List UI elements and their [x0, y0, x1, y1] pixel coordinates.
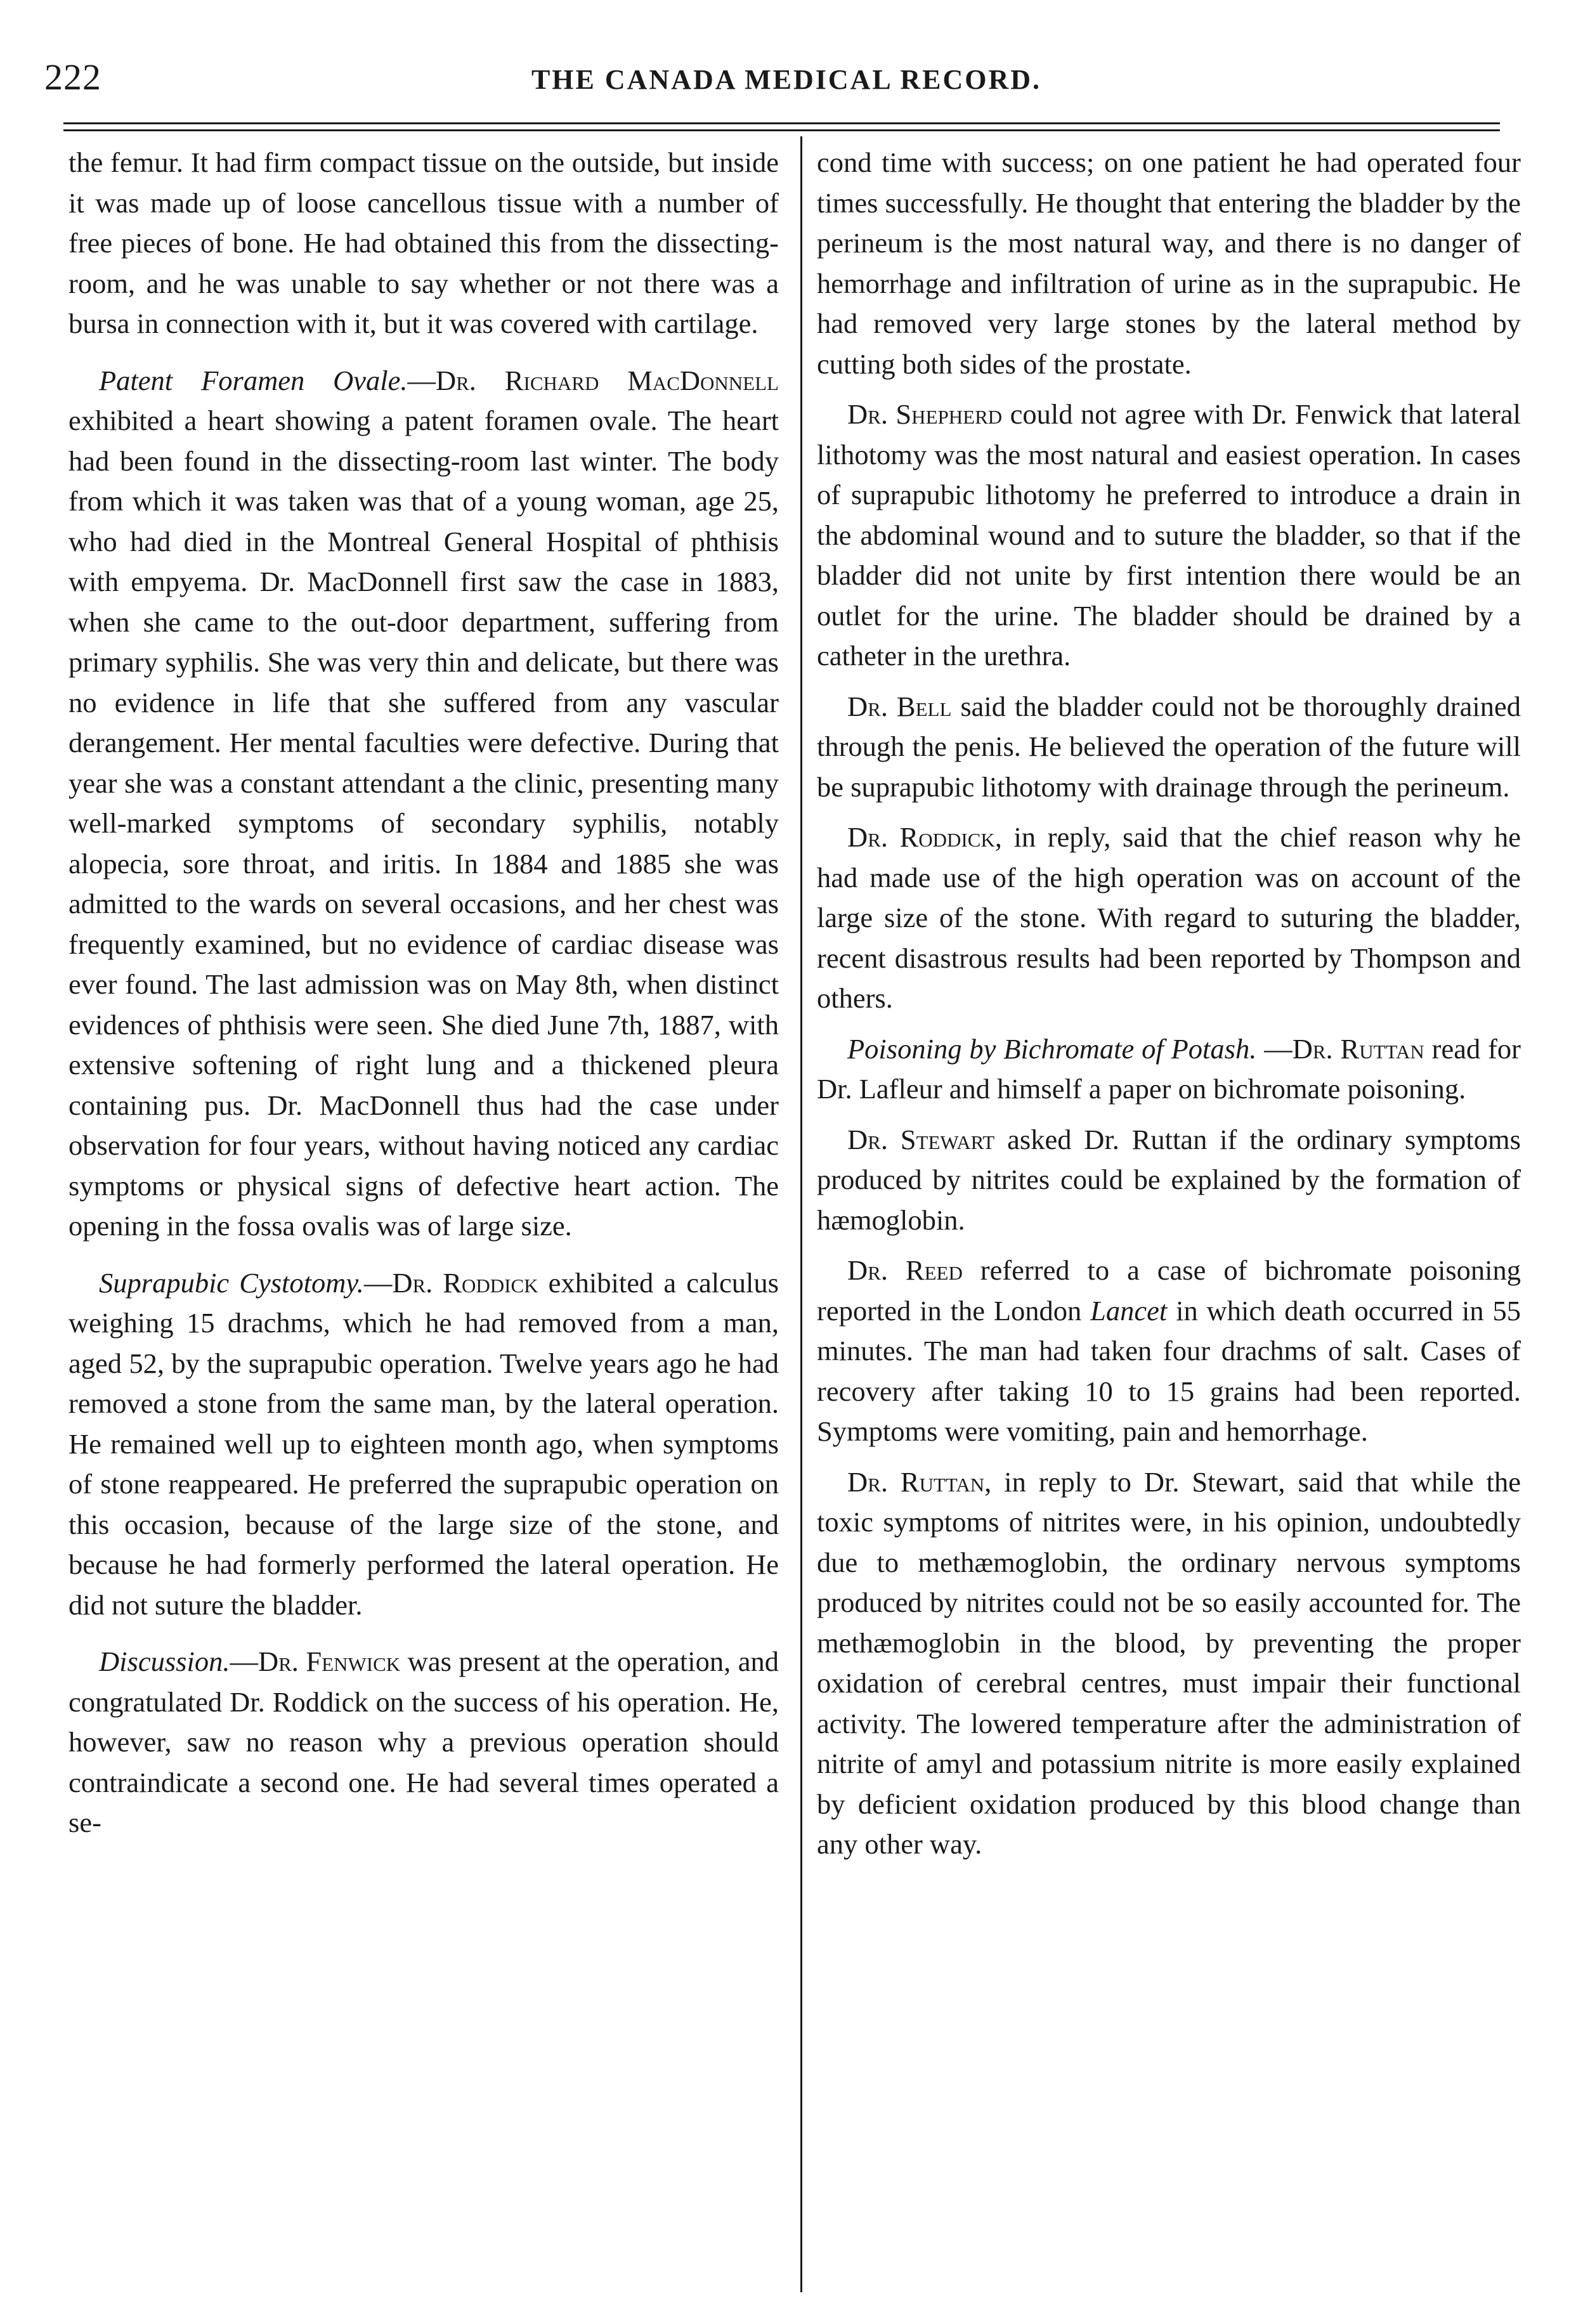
- left-column: [68, 143, 779, 1843]
- paragraph-text: asked Dr. Ruttan if the ordinary symptoms produced by nitrites could be explained by the formation of hæmoglobin.: [817, 1123, 1521, 1236]
- header-rule-top: [63, 122, 1500, 124]
- speaker-name: Dr. Ruttan: [847, 1465, 985, 1498]
- speaker-name: Dr. Shepherd: [847, 398, 1003, 430]
- paragraph-roddick-reply: [817, 817, 1521, 1019]
- paragraph-femur-continuation: the femur. It had firm compact tissue on the outside, but inside it was made up of loose cancellous tissue with a number of free pieces of bone. He had obtained this from the dissecting-room, and he was unable to say whether or not there was a bursa in connection with it, but it was covered with cartilage.: [68, 146, 779, 339]
- speaker-name: Dr. Reed: [847, 1254, 963, 1286]
- paragraph-shepherd: [817, 394, 1521, 677]
- section-heading: Discussion.: [99, 1646, 230, 1677]
- paragraph-text: was present at the operation, and congratulated Dr. Roddick on the success of his operation. He, however, saw no reason why a previous operation should contraindicate a second one. He had several times operated a se-: [68, 1646, 779, 1838]
- paragraph-stewart: [817, 1120, 1521, 1241]
- right-column: [817, 143, 1521, 1865]
- section-heading: Poisoning by Bichromate of Potash.: [847, 1032, 1257, 1065]
- speaker-name: —Dr. Richard MacDonnell: [407, 364, 779, 396]
- page-header: [44, 51, 1528, 108]
- paragraph-reed: [817, 1250, 1521, 1452]
- speaker-name: —Dr. Roddick: [363, 1266, 538, 1299]
- paragraph-discussion: [68, 1642, 779, 1843]
- header-rule-bottom: [63, 129, 1500, 131]
- paragraph-text: referred to a case of bichromate poisoning reported in the London: [817, 1254, 1521, 1327]
- section-heading: Suprapubic Cystotomy.: [99, 1266, 364, 1299]
- speaker-name: Dr. Roddick: [847, 821, 995, 853]
- paragraph-text: , in reply, said that the chief reason why he had made use of the high operation was on account of the large size of the stone. With regard to suturing the bladder, recent disastrous results had been reported by Thompson and others.: [817, 821, 1521, 1014]
- column-divider: [800, 136, 802, 2292]
- speaker-name: Dr. Stewart: [847, 1123, 995, 1155]
- paragraph-text: read for Dr. Lafleur and himself a paper on bichromate poisoning.: [817, 1032, 1521, 1105]
- paragraph-bell: [817, 687, 1521, 808]
- paragraph-fenwick-continuation: cond time with success; on one patient he had operated four times successfully. He thought that entering the bladder by the perineum is the most natural way, and there is no danger of hemorrhage and infiltration of urine as in the suprapubic. He had removed very large stones by the lateral method by cutting both sides of the prostate.: [817, 146, 1521, 380]
- paragraph-text: in which death occurred in 55 minutes. The man had taken four drachms of salt. Cases of recovery after taking 10 to 15 grains had been reported. Symptoms were vomiting, pain and hemorrhage.: [817, 1294, 1521, 1447]
- page-number: 222: [44, 56, 101, 98]
- section-heading: Patent Foramen Ovale.: [99, 364, 408, 396]
- speaker-name: —Dr. Ruttan: [1256, 1032, 1424, 1065]
- paragraph-text: exhibited a heart showing a patent foramen ovale. The heart had been found in the dissecting-room last winter. The body from which it was taken was that of a young woman, age 25, who had died in the Montreal General Hospital of phthisis with empyema. Dr. MacDonnell first saw the case in 1883, when she came to the out-door department, suffering from primary syphilis. She was very thin and delicate, but there was no evidence in life that she suffered from any vascular derangement. Her mental faculties were defective. During that year she was a constant attendant a the clinic, presenting many well-marked symptoms of secondary syphilis, notably alopecia, sore throat, and iritis. In 1884 and 1885 she was admitted to the wards on several occasions, and her chest was frequently examined, but no evidence of cardiac disease was ever found. The last admission was on May 8th, when distinct evidences of phthisis were seen. She died June 7th, 1887, with extensive softening of right lung and a thickened pleura containing pus. Dr. MacDonnell thus had the case under observation for four years, without having noticed any cardiac symptoms or physical signs of defective heart action. The opening in the fossa ovalis was of large size.: [68, 405, 779, 1242]
- paragraph-bichromate-poisoning: [817, 1029, 1521, 1110]
- paragraph-suprapubic-cystotomy: [68, 1263, 779, 1626]
- paragraph-text: could not agree with Dr. Fenwick that lateral lithotomy was the most natural and easiest operation. In cases of suprapubic lithotomy he preferred to introduce a drain in the abdominal wound and to suture the bladder, so that if the bladder did not unite by first intention there would be an outlet for the urine. The bladder should be drained by a catheter in the urethra.: [817, 398, 1521, 672]
- paragraph-text: , in reply to Dr. Stewart, said that while the toxic symptoms of nitrites were, in his opinion, undoubtedly due to methæmoglobin, the ordinary nervous symptoms produced by nitrites could not be so easily accounted for. The methæmoglobin in the blood, by preventing the proper oxidation of cerebral centres, must impair their functional activity. The lowered temperature after the administration of nitrite of amyl and potassium nitrite is more easily explained by deficient oxidation produced by this blood change than any other way.: [817, 1465, 1521, 1860]
- speaker-name: —Dr. Fenwick: [230, 1646, 401, 1677]
- paragraph-ruttan-reply: [817, 1462, 1521, 1865]
- paragraph-patent-foramen-ovale: [68, 361, 779, 1247]
- paragraph-text: exhibited a calculus weighing 15 drachms, which he had removed from a man, aged 52, by the suprapubic operation. Twelve years ago he had removed a stone from the same man, by the lateral operation. He remained well up to eighteen month ago, when symptoms of stone reappeared. He preferred the suprapubic operation on this occasion, because of the large size of the stone, and because he had formerly performed the lateral operation. He did not suture the bladder.: [68, 1266, 779, 1621]
- speaker-name: Dr. Bell: [847, 690, 952, 722]
- running-title: THE CANADA MEDICAL RECORD.: [531, 64, 1042, 95]
- paragraph-text: said the bladder could not be thoroughly drained through the penis. He believed the operation of the future will be suprapubic lithotomy with drainage through the perineum.: [817, 690, 1521, 803]
- journal-name: Lancet: [1090, 1294, 1168, 1327]
